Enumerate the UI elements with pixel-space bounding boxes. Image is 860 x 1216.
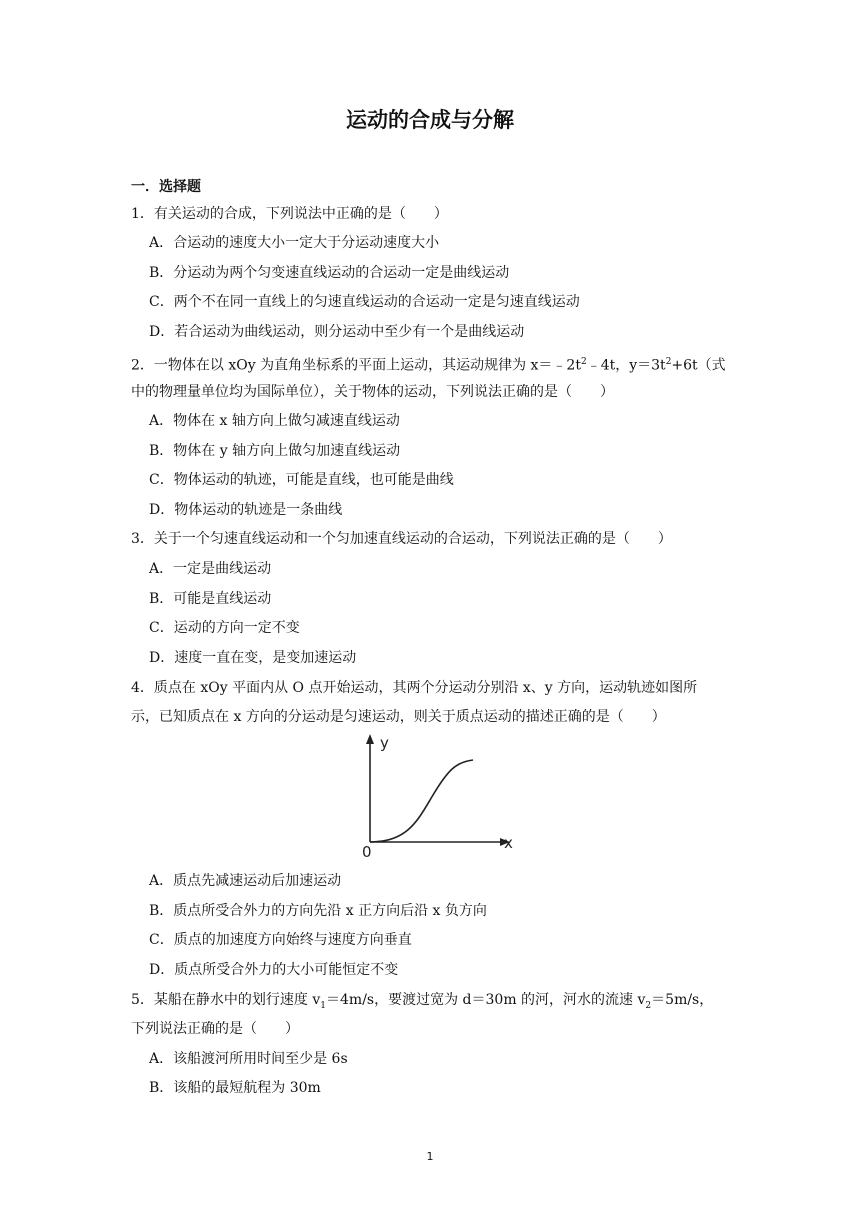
question-3-stem: 3．关于一个匀速直线运动和一个匀加速直线运动的合运动，下列说法正确的是（ ） [131, 531, 672, 547]
trajectory-curve [370, 760, 473, 842]
question-4-option-c: C．质点的加速度方向始终与速度方向垂直 [149, 932, 412, 948]
question-1-option-a: A．合运动的速度大小一定大于分运动速度大小 [149, 235, 440, 251]
question-1-option-b: B．分运动为两个匀变速直线运动的合运动一定是曲线运动 [149, 265, 510, 281]
question-2-stem [131, 352, 726, 376]
superscript: 2 [580, 357, 587, 367]
question-1-option-d: D．若合运动为曲线运动，则分运动中至少有一个是曲线运动 [149, 324, 525, 340]
x-axis-label: x [504, 834, 513, 852]
question-2-option-a: A．物体在 x 轴方向上做匀减速直线运动 [149, 413, 400, 429]
page-title: 运动的合成与分解 [346, 108, 514, 132]
question-2-stem-part: ﹣4t，y＝3t [586, 357, 666, 374]
question-3-option-a: A．一定是曲线运动 [149, 561, 272, 577]
subscript: 2 [645, 1000, 652, 1011]
origin-label: 0 [362, 843, 372, 860]
question-5-stem-part: ＝4m/s，要渡过宽为 d＝30m 的河，河水的流速 v [326, 992, 646, 1008]
question-5-option-b: B．该船的最短航程为 30m [149, 1080, 321, 1096]
question-2-option-c: C．物体运动的轨迹，可能是直线，也可能是曲线 [149, 472, 454, 488]
question-5-option-a: A．该船渡河所用时间至少是 6s [149, 1051, 348, 1067]
y-axis-arrow-icon [366, 734, 374, 744]
subscript: 1 [320, 1000, 327, 1011]
section-heading: 一．选择题 [131, 179, 201, 195]
question-5-stem-line2: 下列说法正确的是（ ） [131, 1021, 299, 1037]
question-4-stem-line1: 4．质点在 xOy 平面内从 O 点开始运动，其两个分运动分别沿 x、y 方向，运动轨迹如图所 [131, 680, 698, 696]
y-axis-label: y [380, 734, 389, 752]
question-3-option-d: D．速度一直在变，是变加速运动 [149, 650, 357, 666]
question-1-option-c: C．两个不在同一直线上的匀速直线运动的合运动一定是匀速直线运动 [149, 294, 580, 310]
question-4-option-b: B．质点所受合外力的方向先沿 x 正方向后沿 x 负方向 [149, 903, 487, 919]
question-2-stem-part: +6t（式 [671, 357, 726, 374]
question-5-stem-part: ＝5m/s， [651, 992, 714, 1008]
question-5-stem-part: 5．某船在静水中的划行速度 v [131, 992, 321, 1008]
question-4-option-a: A．质点先减速运动后加速运动 [149, 873, 342, 889]
question-2-option-b: B．物体在 y 轴方向上做匀加速直线运动 [149, 443, 401, 459]
page-number: 1 [426, 1150, 434, 1163]
superscript: 2 [665, 357, 672, 367]
question-3-option-b: B．可能是直线运动 [149, 591, 272, 607]
trajectory-figure [358, 730, 518, 860]
question-5-stem [131, 990, 713, 1016]
question-1-stem: 1．有关运动的合成，下列说法中正确的是（ ） [131, 206, 448, 222]
question-2-stem-part: 2．一物体在以 xOy 为直角坐标系的平面上运动，其运动规律为 x＝﹣2t [131, 357, 581, 374]
question-4-option-d: D．质点所受合外力的大小可能恒定不变 [149, 962, 399, 978]
question-3-option-c: C．运动的方向一定不变 [149, 620, 300, 636]
question-2-option-d: D．物体运动的轨迹是一条曲线 [149, 502, 343, 518]
question-2-stem-line2: 中的物理量单位均为国际单位），关于物体的运动，下列说法正确的是（ ） [131, 384, 614, 400]
question-4-stem-line2: 示，已知质点在 x 方向的分运动是匀速运动，则关于质点运动的描述正确的是（ ） [131, 709, 666, 725]
